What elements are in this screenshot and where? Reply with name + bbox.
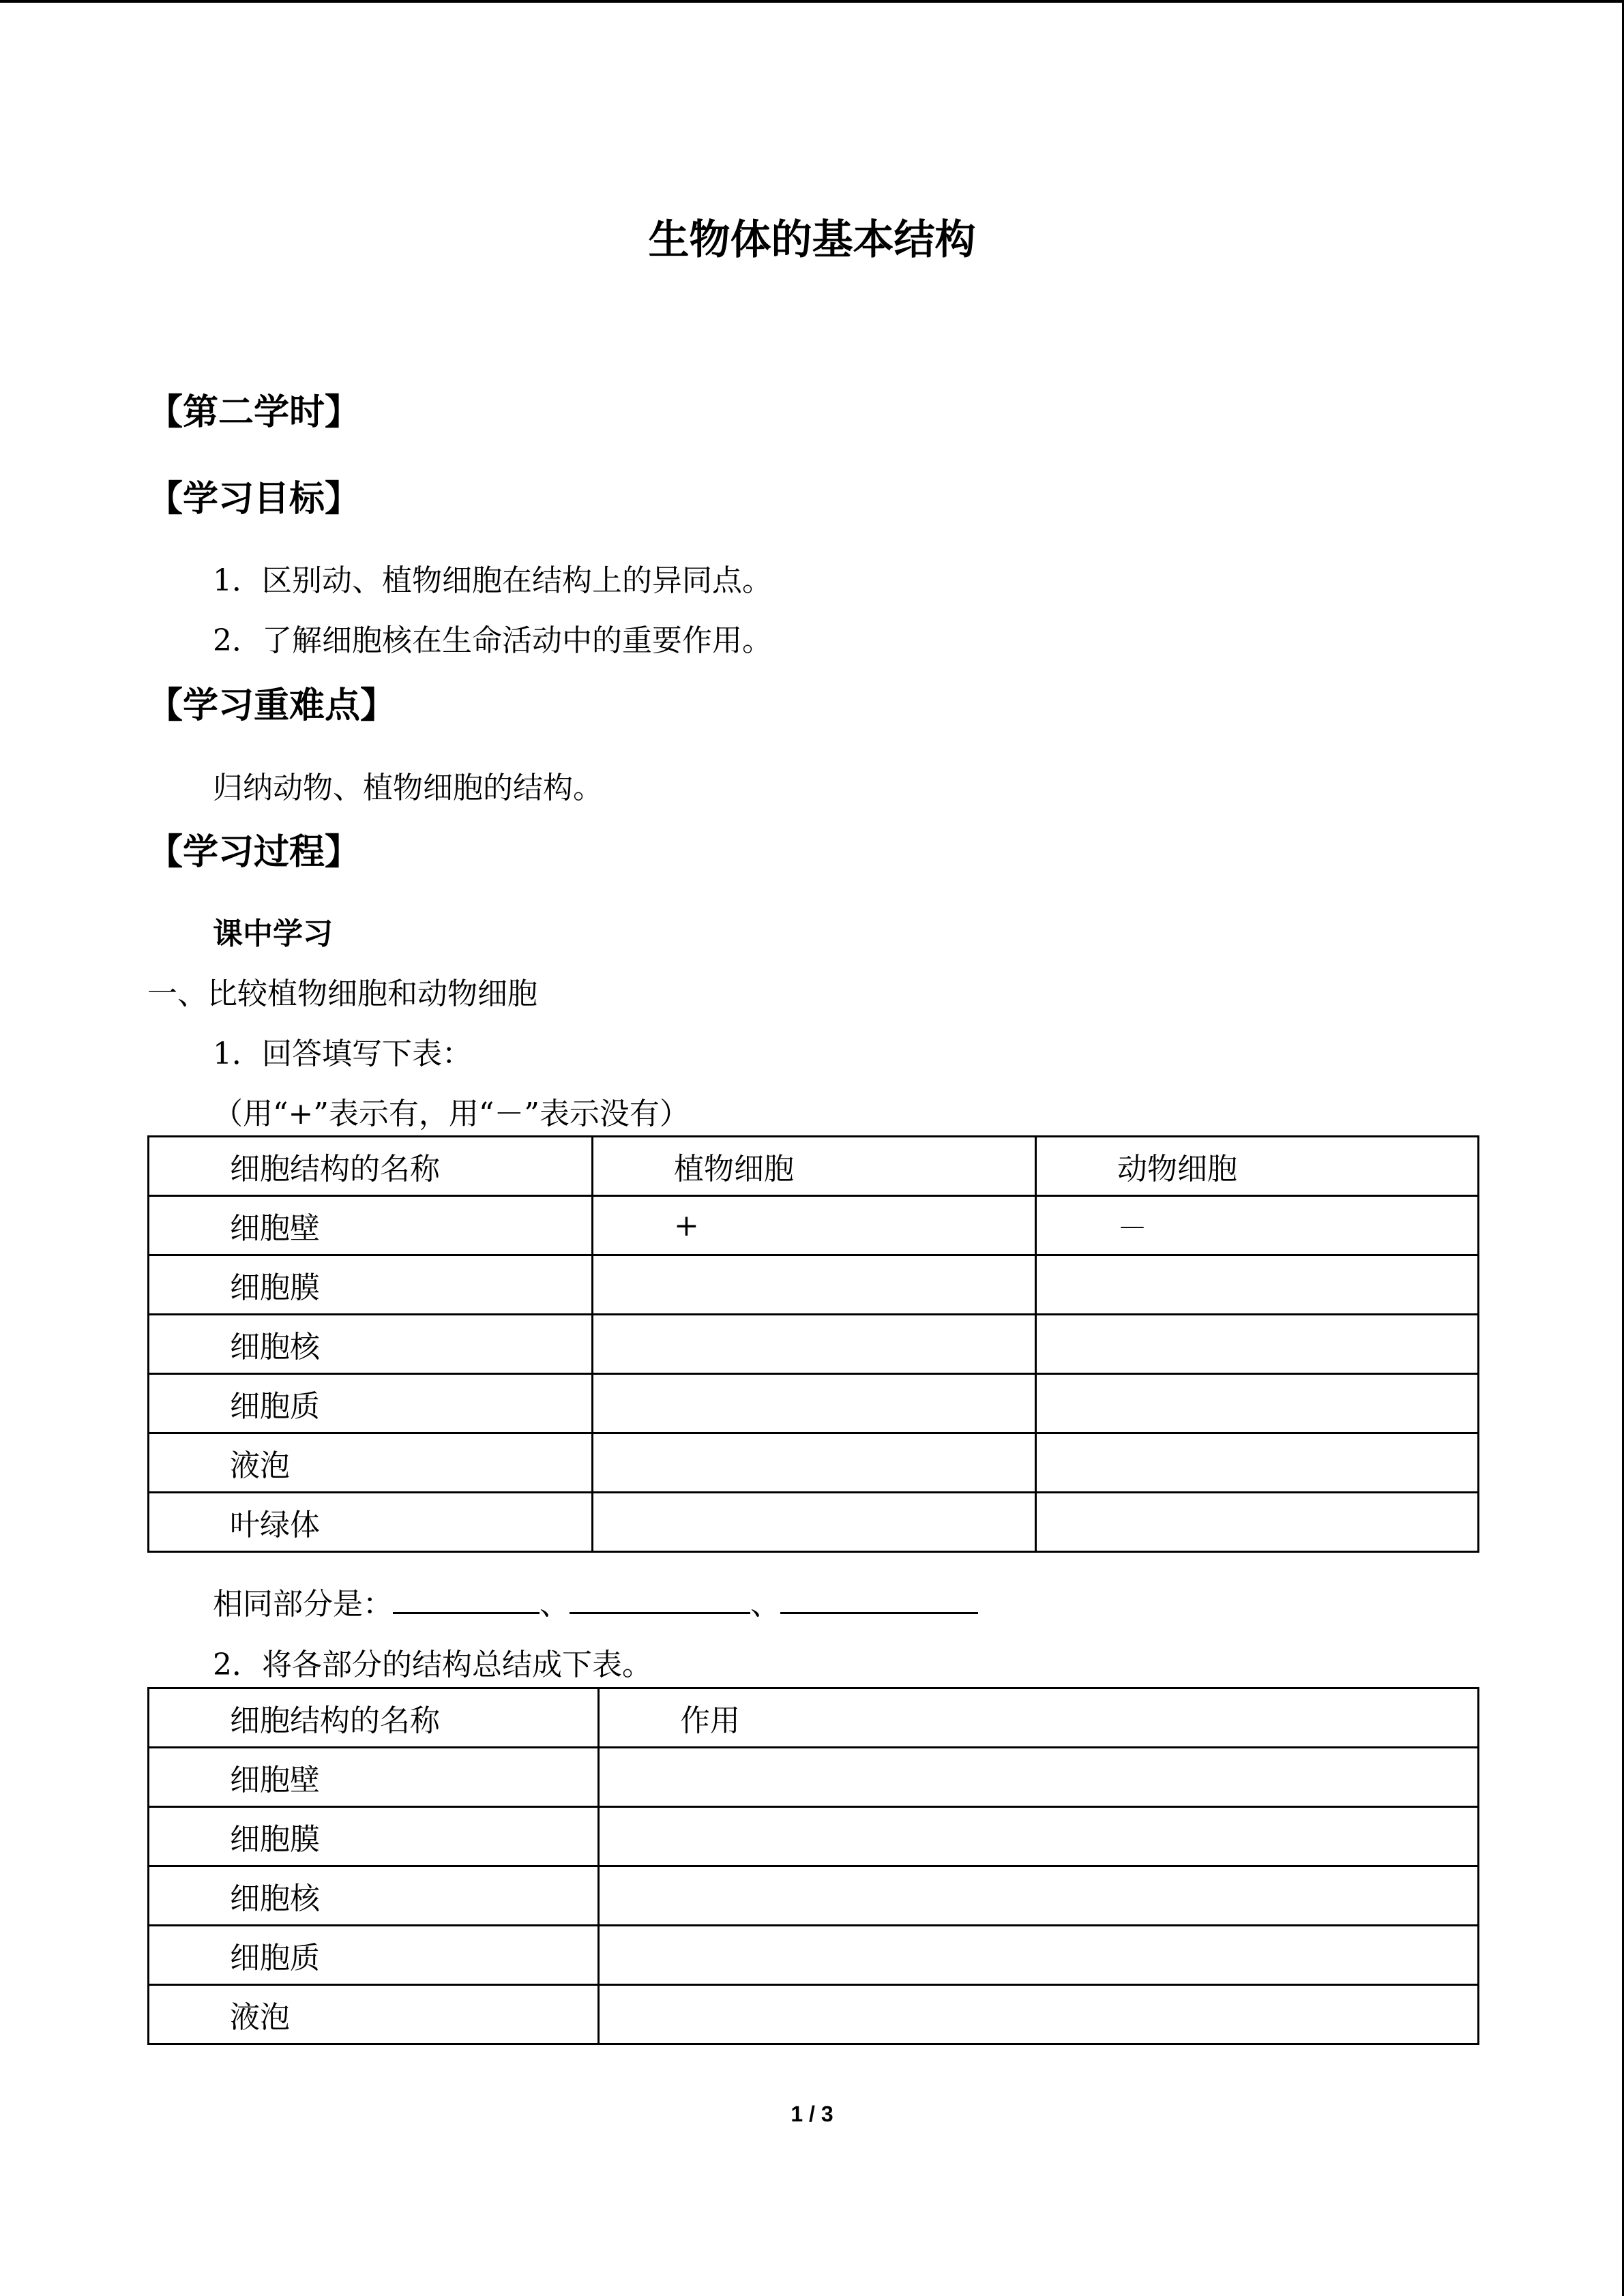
- separator: 、: [750, 1587, 780, 1622]
- keypoints-heading: 【学习重难点】: [147, 685, 396, 726]
- header-cell: 动物细胞: [1036, 1137, 1479, 1196]
- animal-cell-value: －: [1036, 1196, 1479, 1255]
- same-parts-line: [213, 1584, 978, 1625]
- period-heading: 【第二学时】: [147, 391, 361, 433]
- table-row: [149, 1315, 1479, 1374]
- header-cell: 细胞结构的名称: [149, 1688, 599, 1748]
- process-heading: 【学习过程】: [147, 831, 361, 873]
- table-header-row: [149, 1688, 1479, 1748]
- structure-name-cell: 细胞膜: [149, 1255, 593, 1315]
- structure-name-cell: 液泡: [149, 1433, 593, 1493]
- page-top-border: [0, 0, 1624, 3]
- page-number: 1 / 3: [791, 2102, 833, 2126]
- plant-cell-value: +: [593, 1196, 1036, 1255]
- objectives-heading: 【学习目标】: [147, 478, 361, 520]
- function-cell: [599, 1748, 1479, 1807]
- document-title: 生物体的基本结构: [648, 216, 976, 264]
- function-table: [147, 1687, 1479, 2045]
- structure-name-cell: 细胞质: [149, 1926, 599, 1985]
- table-row: [149, 1196, 1479, 1255]
- function-cell: [599, 1866, 1479, 1926]
- plant-cell-value: [593, 1433, 1036, 1493]
- same-parts-label: 相同部分是：: [213, 1587, 393, 1622]
- question-2: 2．将各部分的结构总结成下表。: [213, 1648, 652, 1682]
- table-row: [149, 1493, 1479, 1552]
- structure-name-cell: 细胞壁: [149, 1748, 599, 1807]
- animal-cell-value: [1036, 1315, 1479, 1374]
- table-row: [149, 1926, 1479, 1985]
- structure-name-cell: 细胞质: [149, 1374, 593, 1433]
- answer-blank[interactable]: [570, 1585, 750, 1614]
- animal-cell-value: [1036, 1433, 1479, 1493]
- table-row: [149, 1433, 1479, 1493]
- animal-cell-value: [1036, 1374, 1479, 1433]
- part-one-heading: 一、比较植物细胞和动物细胞: [147, 976, 537, 1011]
- in-class-label: 课中学习: [213, 916, 333, 951]
- header-cell: 植物细胞: [593, 1137, 1036, 1196]
- table-row: [149, 1374, 1479, 1433]
- table-row: [149, 1255, 1479, 1315]
- question-1: 1．回答填写下表：: [213, 1037, 472, 1071]
- animal-cell-value: [1036, 1493, 1479, 1552]
- header-cell: 作用: [599, 1688, 1479, 1748]
- structure-name-cell: 细胞核: [149, 1315, 593, 1374]
- structure-name-cell: 细胞壁: [149, 1196, 593, 1255]
- answer-blank[interactable]: [780, 1585, 978, 1614]
- keypoints-text: 归纳动物、植物细胞的结构。: [213, 771, 603, 805]
- table-row: [149, 1866, 1479, 1926]
- table-row: [149, 1748, 1479, 1807]
- plant-cell-value: [593, 1493, 1036, 1552]
- table-row: [149, 1985, 1479, 2044]
- table-row: [149, 1807, 1479, 1866]
- structure-name-cell: 细胞膜: [149, 1807, 599, 1866]
- animal-cell-value: [1036, 1255, 1479, 1315]
- structure-name-cell: 液泡: [149, 1985, 599, 2044]
- comparison-table: [147, 1135, 1479, 1553]
- objective-item: 2．了解细胞核在生命活动中的重要作用。: [213, 623, 772, 658]
- header-cell: 细胞结构的名称: [149, 1137, 593, 1196]
- function-cell: [599, 1807, 1479, 1866]
- objective-item: 1．区别动、植物细胞在结构上的异同点。: [213, 563, 772, 598]
- function-cell: [599, 1926, 1479, 1985]
- structure-name-cell: 细胞核: [149, 1866, 599, 1926]
- table-header-row: [149, 1137, 1479, 1196]
- question-1-note: （用“+”表示有，用“－”表示没有）: [213, 1097, 690, 1131]
- plant-cell-value: [593, 1374, 1036, 1433]
- structure-name-cell: 叶绿体: [149, 1493, 593, 1552]
- function-cell: [599, 1985, 1479, 2044]
- answer-blank[interactable]: [393, 1585, 540, 1614]
- plant-cell-value: [593, 1315, 1036, 1374]
- plant-cell-value: [593, 1255, 1036, 1315]
- separator: 、: [540, 1587, 570, 1622]
